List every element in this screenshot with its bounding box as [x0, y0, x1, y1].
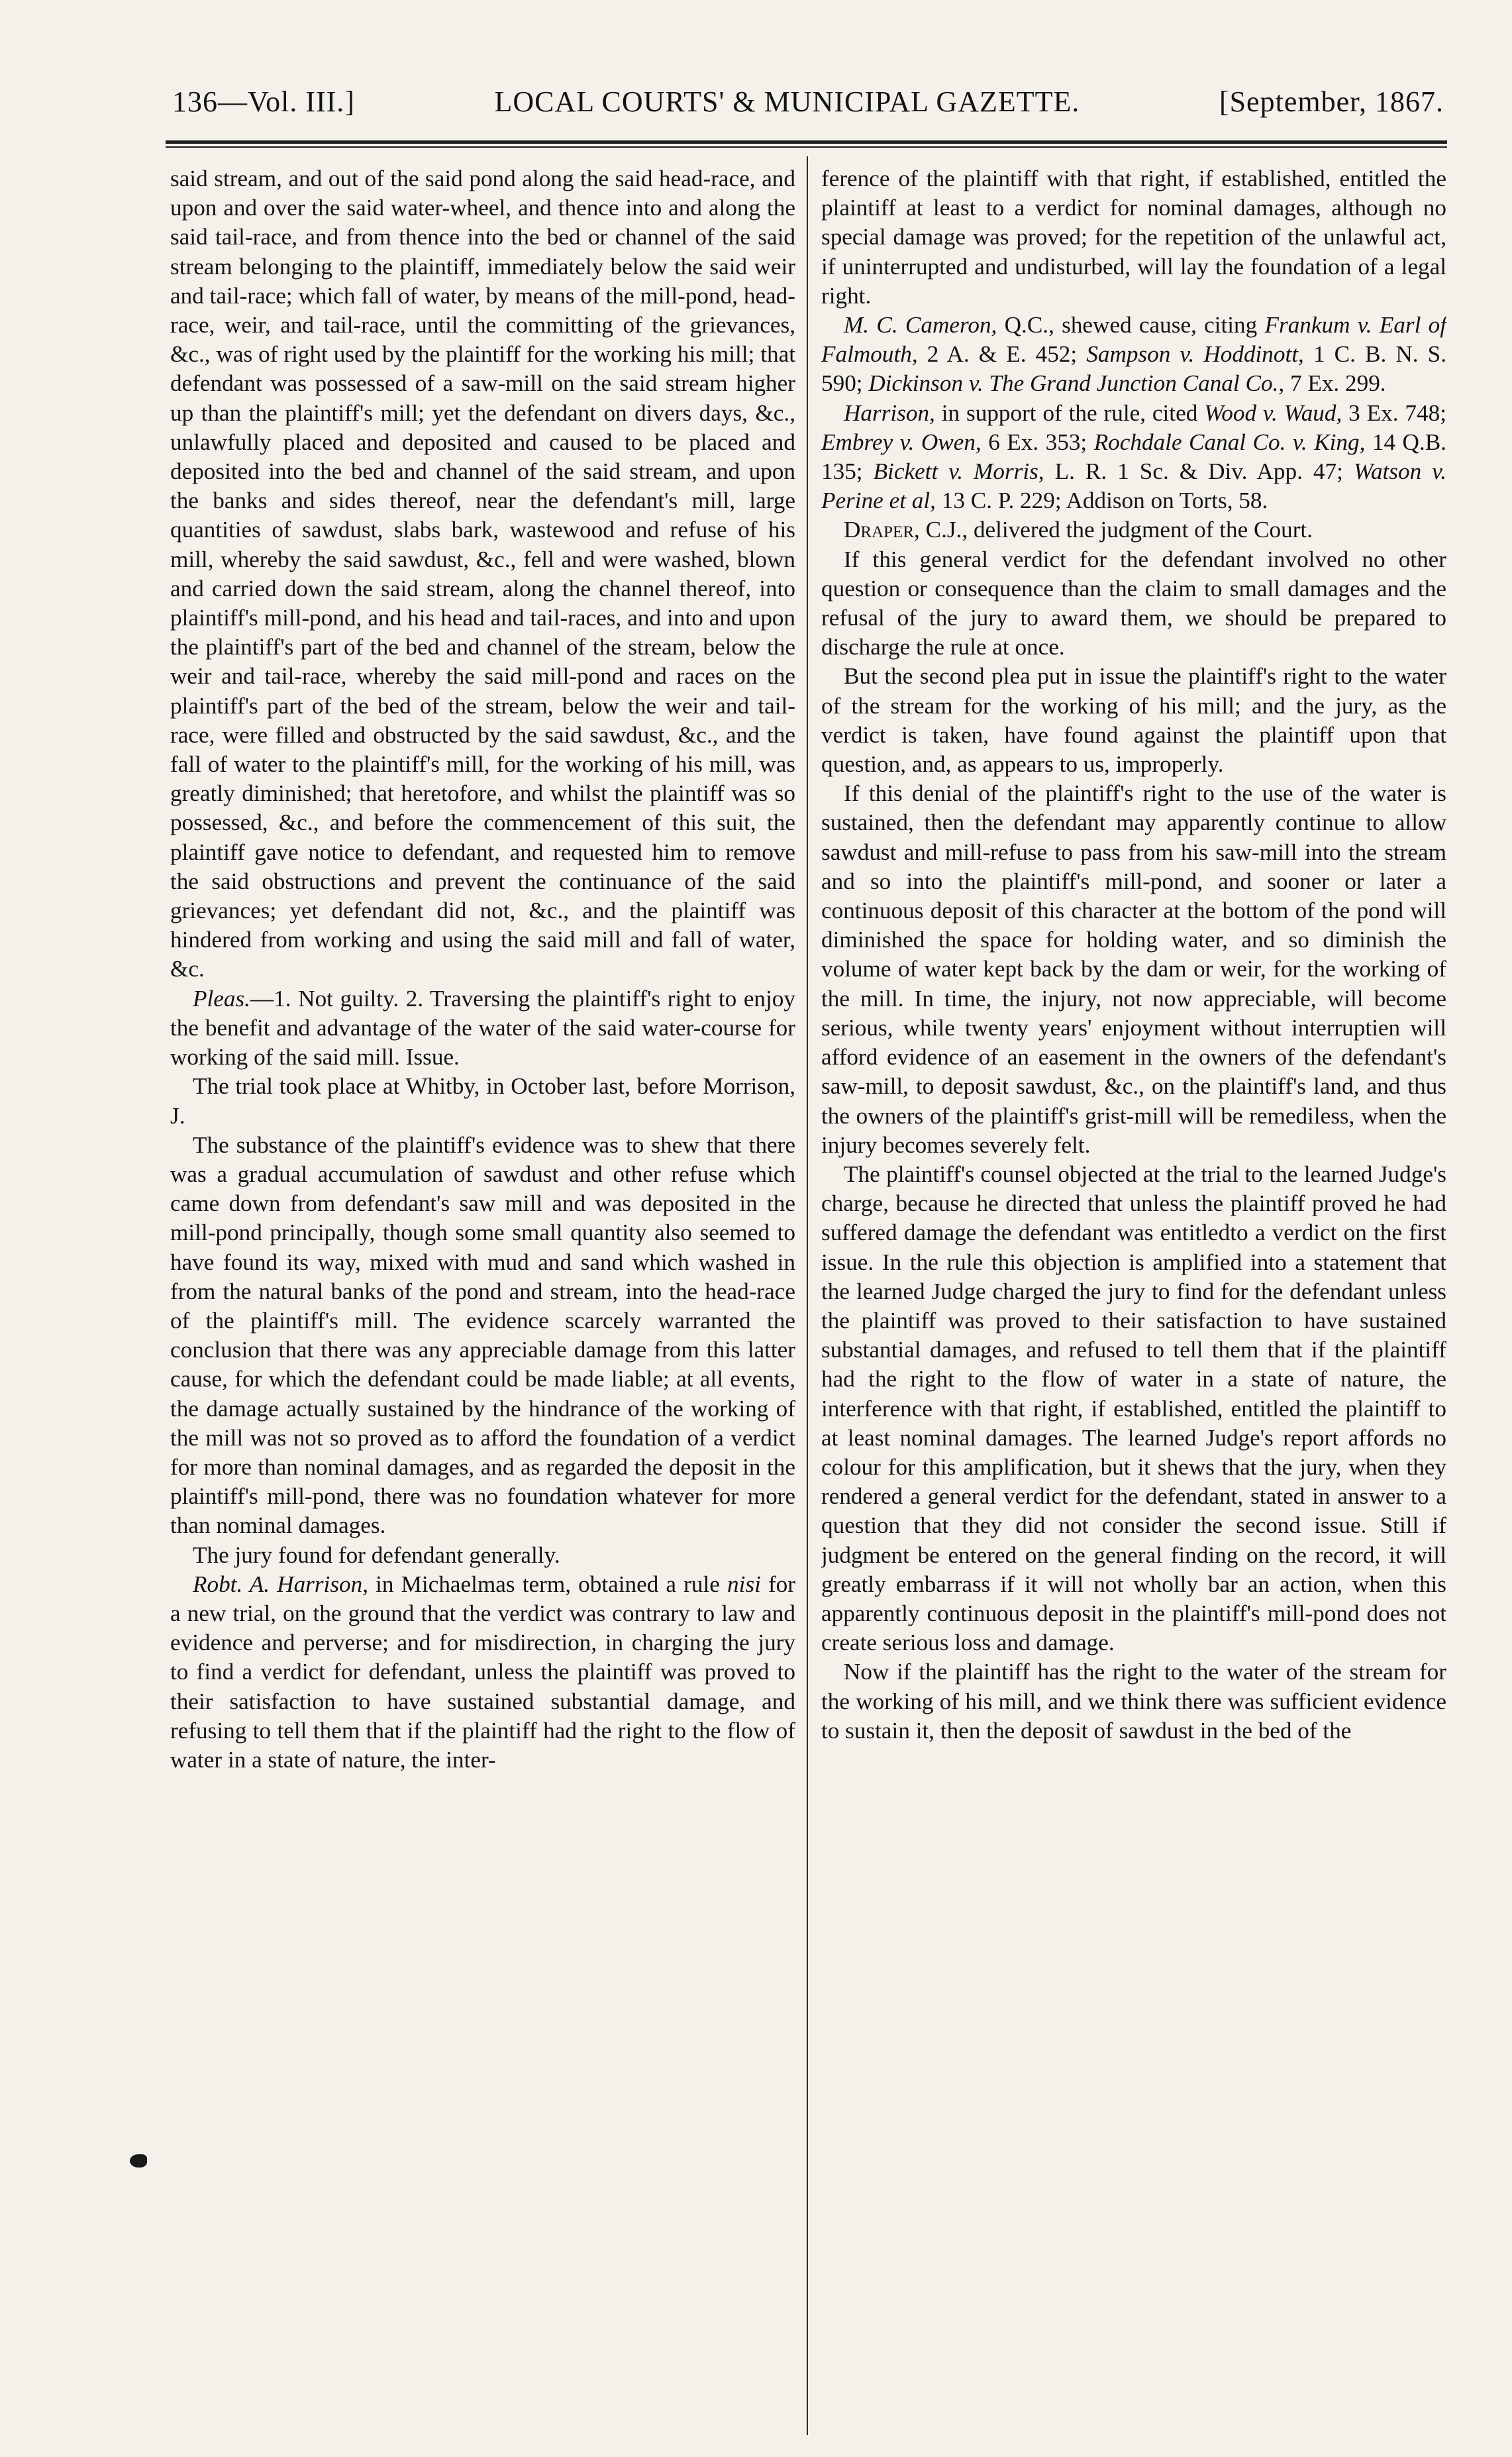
- case-citation: Sampson v. Hoddinott,: [1086, 341, 1304, 368]
- case-citation: Dickinson v. The Grand Junction Canal Co.,: [868, 370, 1285, 397]
- column-divider: [807, 156, 808, 2435]
- paragraph: The plaintiff's counsel objected at the trial to the learned Judge's charge, because he directed that unless the plaintiff proved he had suffered damage the defendant was entitledto a verdict on the first issue. In the rule this objection is amplified into a statement that the learned Judge charged the jury to find for the defendant unless the plaintiff was proved to their satisfaction to have sustained substantial damages, and refused to tell them that if the plaintiff had the right to the flow of water in a state of nature, the interference with that right, if established, entitled the plaintiff to at least nominal damages. The learned Judge's report affords no colour for this amplification, but it shews that the jury, when they rendered a general verdict for the defendant, stated in answer to a question that they did not consider the second issue. Still if judgment be entered on the general finding on the record, it will greatly embarrass if it will not wholly bar an action, when this apparently continuous deposit in the plaintiff's mill-pond does not create serious loss and damage.: [821, 1161, 1446, 1656]
- paragraph: ference of the plaintiff with that right, if established, entitled the plaintiff at least to a verdict for nominal damages, although no special damage was proved; for the repetition of the unlawful act, if uninterrupted and undisturbed, will lay the foundation of a legal right.: [821, 166, 1446, 309]
- paragraph: If this general verdict for the defendant involved no other question or consequence than the claim to small damages and the refusal of the jury to award them, we should be prepared to discharge the rule at once.: [821, 546, 1446, 660]
- paragraph: Robt. A. Harrison, in Michaelmas term, obtained a rule nisi for a new trial, on the ground that the verdict was contrary to law and evidence and perverse; and for misdirection, in charging the jury to find a verdict for defendant, unless the plaintiff was proved to their satisfaction to have sustained substantial damage, and refusing to tell them that if the plaintiff had the right to the flow of water in a state of nature, the inter-: [170, 1571, 795, 1773]
- counsel-name: Robt. A. Harrison,: [193, 1571, 369, 1597]
- paragraph: Draper, C.J., delivered the judgment of the Court.: [844, 517, 1313, 543]
- right-column: [821, 164, 1446, 2430]
- case-citation: Watson v. Perine et al,: [821, 458, 1446, 514]
- paragraph: But the second plea put in issue the plaintiff's right to the water of the stream for the working of his mill; and the jury, as the verdict is taken, have found against the plaintiff upon that question, and, as appears to us, improperly.: [821, 663, 1446, 778]
- paragraph: Pleas.—1. Not guilty. 2. Traversing the plaintiff's right to enjoy the benefit and advantage of the water of the said water-course for working of the said mill. Issue.: [170, 985, 795, 1071]
- paragraph: The trial took place at Whitby, in October last, before Morrison, J.: [170, 1073, 795, 1129]
- case-citation: Embrey v. Owen,: [821, 429, 982, 455]
- publication-title: LOCAL COURTS' & MUNICIPAL GAZETTE.: [494, 85, 1080, 118]
- paragraph: said stream, and out of the said pond along the said head-race, and upon and over the said water-wheel, and thence into and along the said tail-race, and from thence into the bed or channel of the said stream belonging to the plaintiff, immediately below the said weir and tail-race; which fall of water, by means of the mill-pond, head-race, weir, and tail-race, until the committing of the grievances, &c., was of right used by the plaintiff for the working his mill; that defendant was possessed of a saw-mill on the said stream higher up than the plaintiff's mill; yet the defendant on divers days, &c., unlawfully placed and deposited and caused to be placed and deposited into the bed and channel of the said stream, and upon the banks and sides thereof, near the defendant's mill, large quantities of sawdust, slabs bark, wastewood and refuse of his mill, whereby the said sawdust, &c., fell and were washed, blown and carried down the said stream, along the channel thereof, into plaintiff's mill-pond, and his head and tail-races, and into and upon the plaintiff's part of the bed and channel of the stream, below the weir and tail-race, whereby the said mill-pond and races on the plaintiff's part of the bed of the stream, below the weir and tail-race, were filled and obstructed by the said sawdust, &c., and the fall of water to the plaintiff's mill, for the working of his mill, was greatly diminished; that heretofore, and whilst the plaintiff was so possessed, &c., and before the commencement of this suit, the plaintiff gave notice to defendant, and requested him to remove the said obstructions and prevent the continuance of the said grievances; yet defendant did not, &c., and the plaintiff was hindered from working and using the said mill and fall of water, &c.: [170, 166, 795, 982]
- issue-date: [September, 1867.: [1219, 85, 1444, 118]
- page-reference: 136—Vol. III.]: [172, 85, 355, 118]
- counsel-name: M. C. Cameron,: [844, 312, 997, 339]
- paragraph: M. C. Cameron, Q.C., shewed cause, citing Frankum v. Earl of Falmouth, 2 A. & E. 452; Sampson v. Hoddinott, 1 C. B. N. S. 590; Dickinson v. The Grand Junction Canal Co., 7 Ex. 299.: [821, 312, 1446, 397]
- running-header: [172, 85, 1444, 131]
- case-citation: Rochdale Canal Co. v. King,: [1093, 429, 1366, 455]
- header-rule: [166, 140, 1447, 144]
- case-citation: Frankum v. Earl of Falmouth,: [821, 312, 1446, 368]
- case-citation: Bickett v. Morris,: [873, 458, 1044, 485]
- header-rule-thin: [166, 146, 1447, 148]
- judge-name: Draper,: [844, 517, 920, 543]
- case-citation: Wood v. Waud,: [1204, 399, 1342, 426]
- paragraph: The substance of the plaintiff's evidence was to shew that there was a gradual accumulation of sawdust and other refuse which came down from defendant's saw mill and was deposited in the mill-pond principally, though some small quantity also seemed to have found its way, mixed with mud and sand which washed in from the natural banks of the pond and stream, into the head-race of the plaintiff's mill. The evidence scarcely warranted the conclusion that there was any appreciable damage from this latter cause, for which the defendant could be made liable; at all events, the damage actually sustained by the hindrance of the working of the mill was not so proved as to afford the foundation of a verdict for more than nominal damages, and as regarded the deposit in the plaintiff's mill-pond, there was no foundation whatever for more than nominal damages.: [170, 1131, 795, 1539]
- margin-mark-icon: [130, 2154, 147, 2168]
- left-column: [170, 164, 795, 2430]
- paragraph: The jury found for defendant generally.: [193, 1542, 560, 1568]
- counsel-name: Harrison,: [844, 399, 935, 426]
- paragraph: Harrison, in support of the rule, cited Wood v. Waud, 3 Ex. 748; Embrey v. Owen, 6 Ex. 353; Rochdale Canal Co. v. King, 14 Q.B. 135; Bickett v. Morris, L. R. 1 Sc. & Div. App. 47; Watson v. Perine et al, 13 C. P. 229; Addison on Torts, 58.: [821, 399, 1446, 514]
- plea-label: Pleas.: [193, 985, 250, 1012]
- paragraph: Now if the plaintiff has the right to the water of the stream for the working of his mill, and we think there was sufficient evidence to sustain it, then the deposit of sawdust in the bed of the: [821, 1659, 1446, 1744]
- paragraph: If this denial of the plaintiff's right to the use of the water is sustained, then the defendant may apparently continue to allow sawdust and mill-refuse to pass from his saw-mill into the stream and so into the plaintiff's mill-pond, and sooner or later a continuous deposit of this character at the bottom of the pond will diminished the space for holding water, and so diminish the volume of water kept back by the dam or weir, for the working of the mill. In time, the injury, not now appreciable, will become serious, while twenty years' enjoyment without interruptien will afford evidence of an easement in the owners of the defendant's saw-mill, to deposit sawdust, &c., on the plaintiff's land, and thus the owners of the plaintiff's grist-mill will be remediless, when the injury becomes severely felt.: [821, 780, 1446, 1158]
